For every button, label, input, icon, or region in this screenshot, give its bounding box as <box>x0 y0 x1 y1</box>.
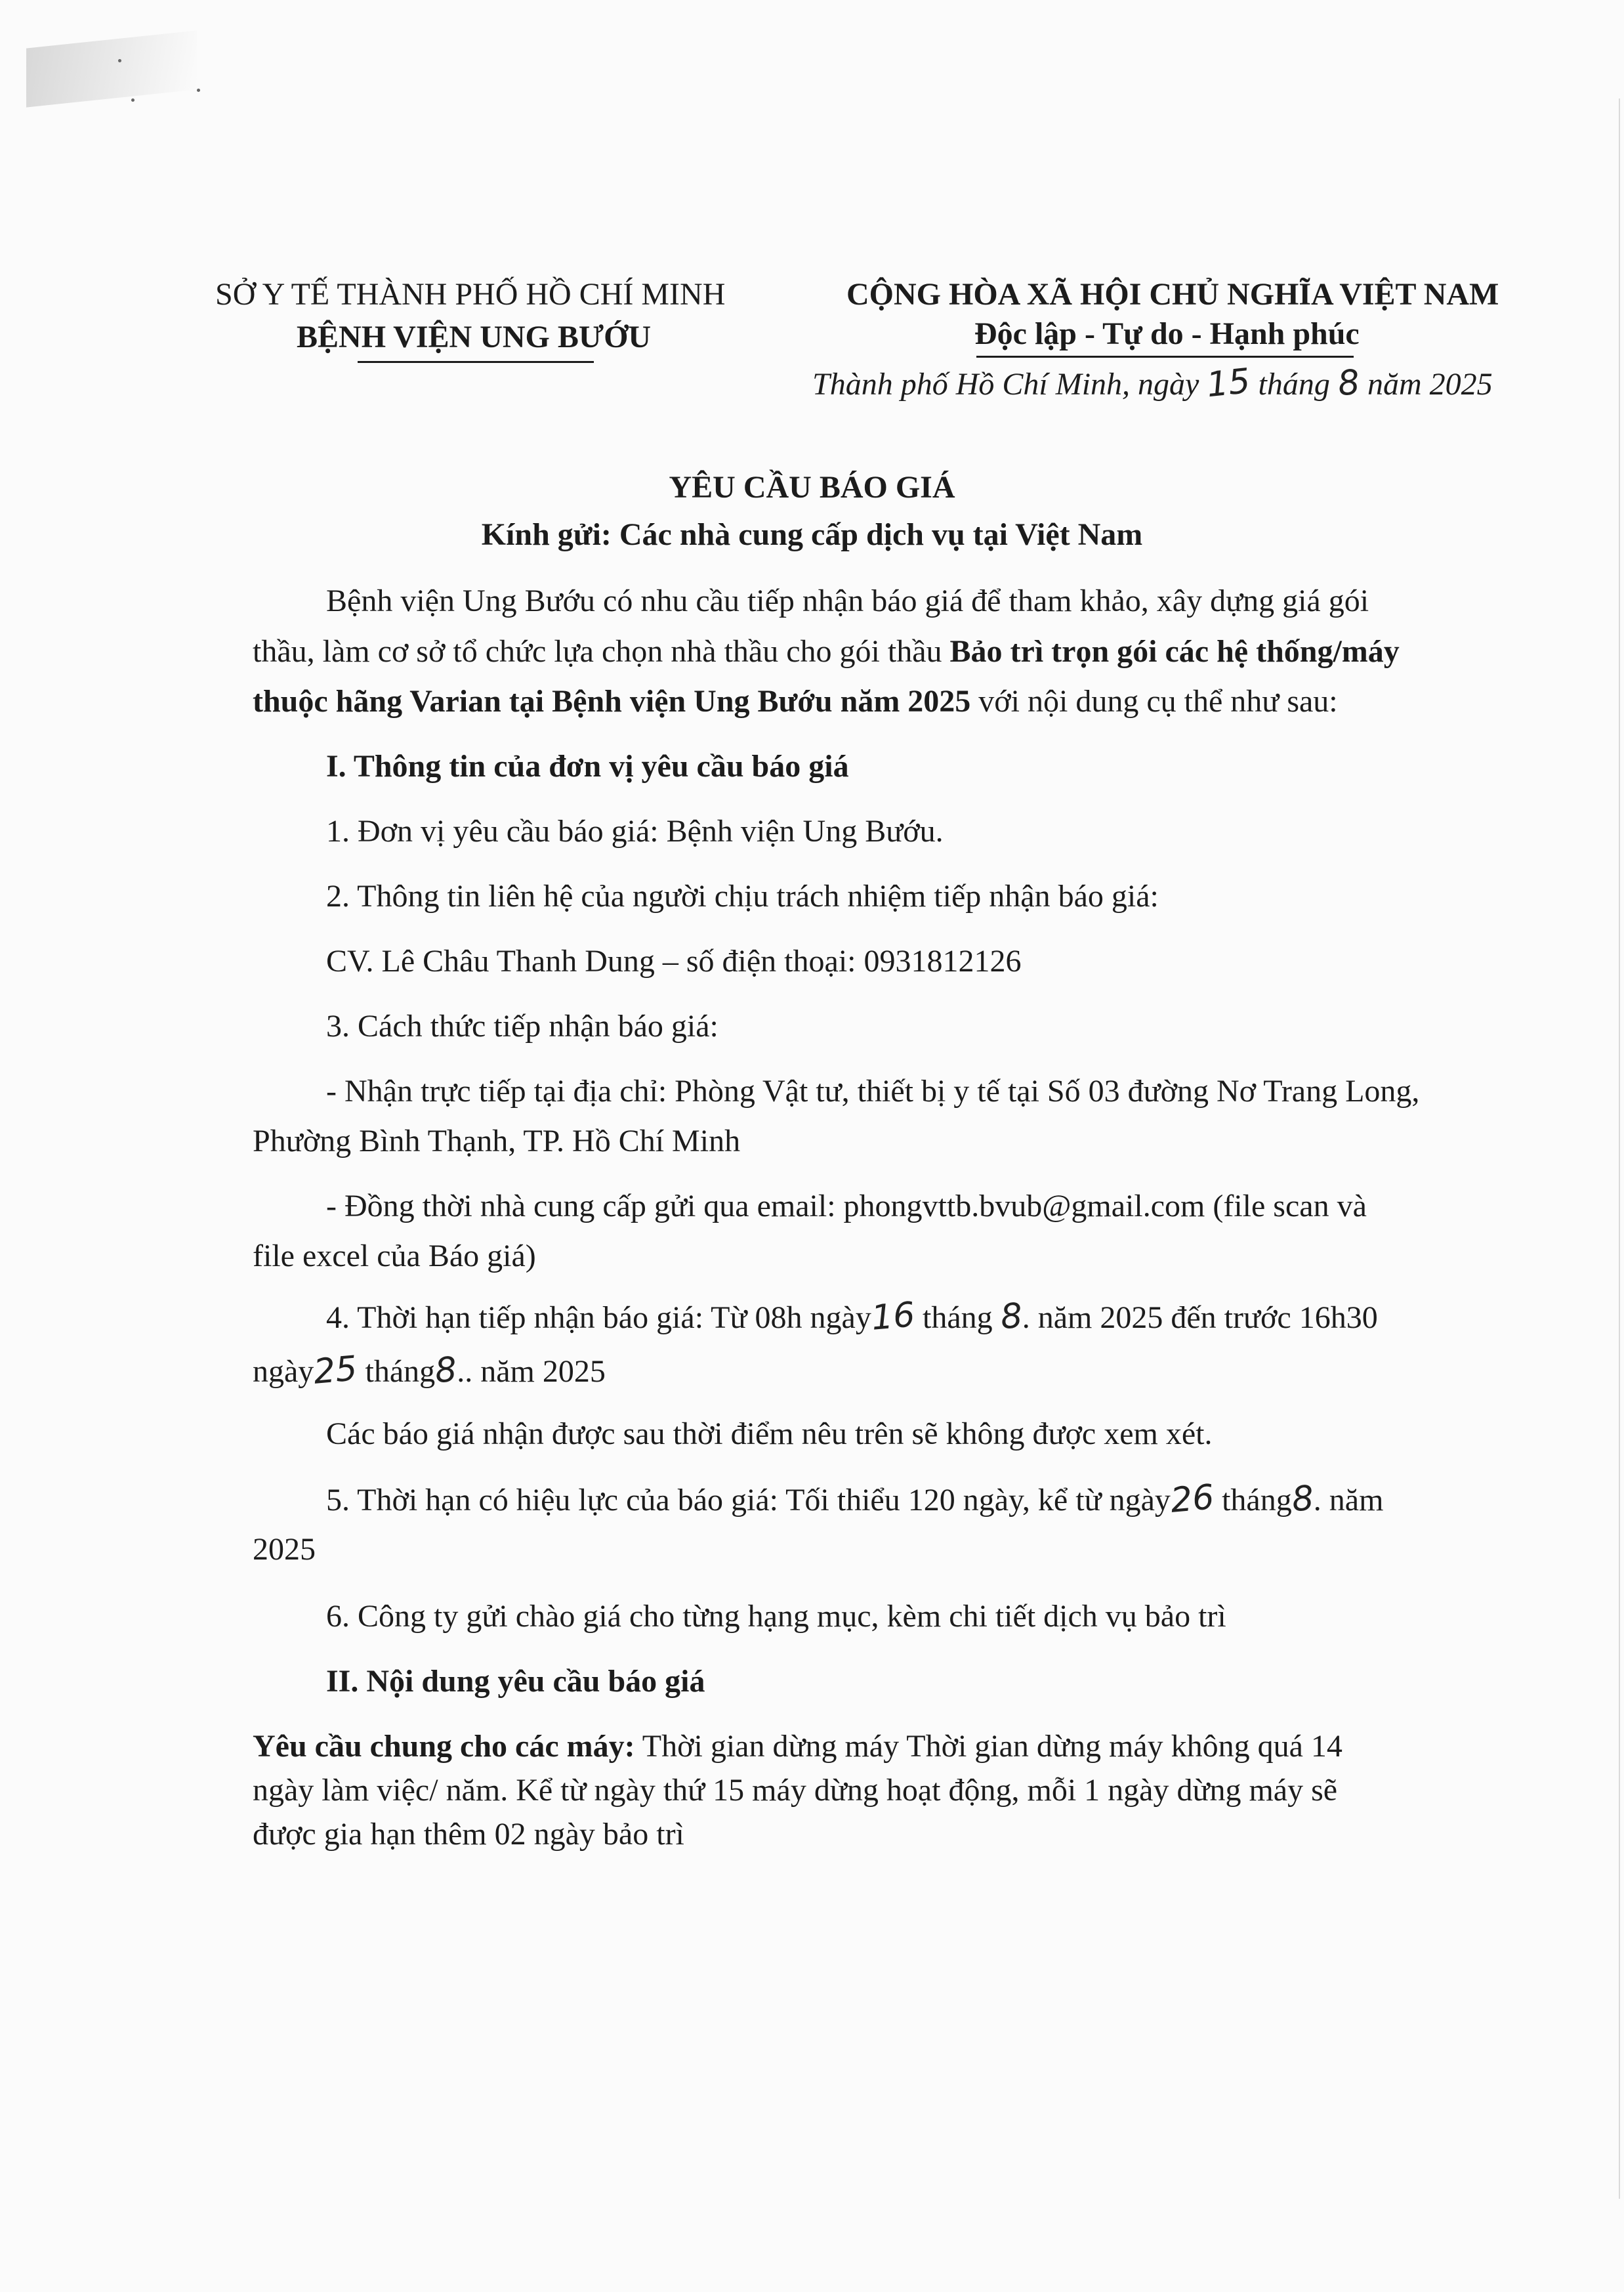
intro-line-2-plain: thầu, làm cơ sở tổ chức lựa chọn nhà thầu cho gói thầu <box>253 634 950 669</box>
item-3b-line-2: file excel của Báo giá) <box>253 1239 536 1273</box>
section-1-heading: I. Thông tin của đơn vị yêu cầu báo giá <box>326 749 849 784</box>
requirement-text: Thời gian dừng máy Thời gian dừng máy không quá 14 <box>635 1729 1343 1764</box>
item-4-text-e: tháng <box>357 1354 436 1389</box>
scan-artifact <box>26 30 197 107</box>
item-4-text-a: 4. Thời hạn tiếp nhận báo giá: Từ 08h ngày <box>326 1300 871 1335</box>
date-month-handwritten: 8 <box>1335 362 1362 404</box>
section-2-heading: II. Nội dung yêu cầu báo giá <box>326 1664 705 1699</box>
package-name-part2: thuộc hãng Varian tại Bệnh viện Ung Bướu năm 2025 <box>253 684 971 719</box>
requirement-line-3: được gia hạn thêm 02 ngày bảo trì <box>253 1817 684 1852</box>
item-1: 1. Đơn vị yêu cầu báo giá: Bệnh viện Ung Bướu. <box>326 814 944 849</box>
item-4-text-c: . năm 2025 đến trước 16h30 <box>1022 1300 1378 1335</box>
item-5-line-1 <box>326 1479 1537 1521</box>
date-prefix: Thành phố Hồ Chí Minh, ngày <box>812 367 1199 402</box>
intro-line-1: Bệnh viện Ung Bướu có nhu cầu tiếp nhận báo giá để tham khảo, xây dựng giá gói <box>326 584 1369 618</box>
intro-line-2 <box>253 631 1463 672</box>
item-4-month-to-handwritten: 8 <box>433 1349 459 1391</box>
requirement-line-2: ngày làm việc/ năm. Kể từ ngày thứ 15 máy dừng hoạt động, mỗi 1 ngày dừng máy sẽ <box>253 1773 1338 1808</box>
item-5-day-handwritten: 26 <box>1169 1477 1216 1521</box>
item-5-month-handwritten: 8 <box>1290 1478 1316 1520</box>
intro-line-3 <box>253 681 1463 722</box>
item-6: 6. Công ty gửi chào giá cho từng hạng mục, kèm chi tiết dịch vụ bảo trì <box>326 1599 1226 1634</box>
item-4-month-from-handwritten: 8 <box>999 1296 1024 1338</box>
item-2: 2. Thông tin liên hệ của người chịu trách nhiệm tiếp nhận báo giá: <box>326 879 1159 914</box>
item-3a-line-1: - Nhận trực tiếp tại địa chỉ: Phòng Vật tư, thiết bị y tế tại Số 03 đường Nơ Trang Long, <box>326 1074 1420 1109</box>
item-3b-line-1: - Đồng thời nhà cung cấp gửi qua email: phongvttb.bvub@gmail.com (file scan và <box>326 1189 1367 1223</box>
document-date <box>812 363 1493 405</box>
item-4-line-1 <box>326 1296 1537 1338</box>
scan-speck <box>197 89 200 92</box>
item-4-day-to-handwritten: 25 <box>312 1349 359 1392</box>
date-month-word: tháng <box>1258 367 1330 402</box>
motto-underline <box>976 356 1354 358</box>
scan-speck <box>118 59 121 62</box>
requirement-label: Yêu cầu chung cho các máy: <box>253 1729 635 1764</box>
hospital-underline <box>358 361 594 363</box>
intro-line-3-plain: với nội dung cụ thể như sau: <box>970 684 1338 719</box>
scan-edge <box>1619 98 1620 2199</box>
item-5-text-a: 5. Thời hạn có hiệu lực của báo giá: Tối thiểu 120 ngày, kể từ ngày <box>326 1483 1171 1517</box>
document-title: YÊU CẦU BÁO GIÁ <box>669 470 955 505</box>
item-4-text-b: tháng <box>914 1300 1001 1335</box>
item-4-line-2 <box>253 1350 1463 1392</box>
item-3a-line-2: Phường Bình Thạnh, TP. Hồ Chí Minh <box>253 1124 741 1158</box>
date-day-handwritten: 15 <box>1205 361 1253 406</box>
item-4-text-d: ngày <box>253 1354 314 1389</box>
national-title: CỘNG HÒA XÃ HỘI CHỦ NGHĨA VIỆT NAM <box>846 277 1499 312</box>
late-submission-note: Các báo giá nhận được sau thời điểm nêu trên sẽ không được xem xét. <box>326 1416 1213 1451</box>
item-5-text-b: tháng <box>1214 1483 1292 1517</box>
requirement-line-1 <box>253 1726 1463 1767</box>
scan-speck <box>131 98 135 102</box>
item-4-day-from-handwritten: 16 <box>869 1295 917 1338</box>
national-motto: Độc lập - Tự do - Hạnh phúc <box>974 316 1360 351</box>
department-name: SỞ Y TẾ THÀNH PHỐ HỒ CHÍ MINH <box>215 277 726 312</box>
item-5-line-2: 2025 <box>253 1532 316 1567</box>
contact-line: CV. Lê Châu Thanh Dung – số điện thoại: 0931812126 <box>326 944 1022 979</box>
package-name-part1: Bảo trì trọn gói các hệ thống/máy <box>949 634 1400 669</box>
recipient-line: Kính gửi: Các nhà cung cấp dịch vụ tại Việt Nam <box>481 517 1143 552</box>
date-year: năm 2025 <box>1367 367 1493 402</box>
item-5-text-c: . năm <box>1313 1483 1384 1517</box>
hospital-name: BỆNH VIỆN UNG BƯỚU <box>297 320 652 354</box>
item-3: 3. Cách thức tiếp nhận báo giá: <box>326 1009 718 1044</box>
item-4-text-f: .. năm 2025 <box>457 1354 606 1389</box>
